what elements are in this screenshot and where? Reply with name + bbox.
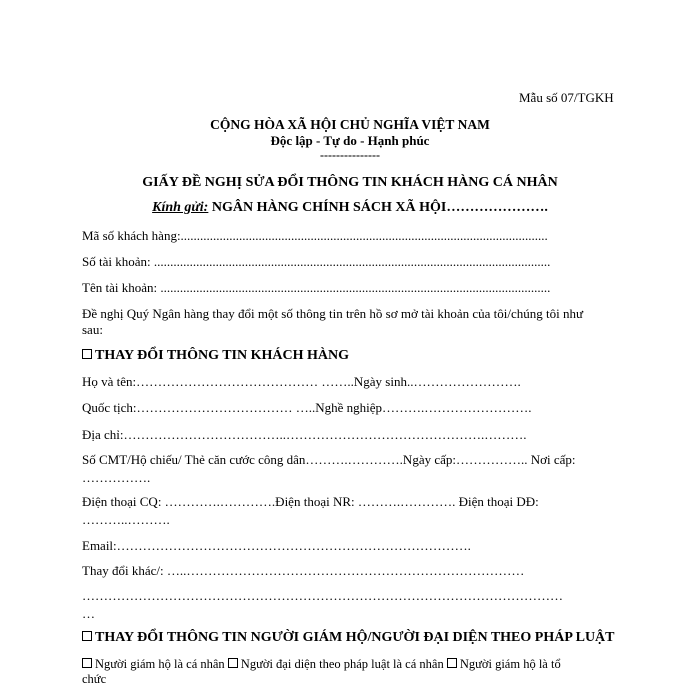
id-field-line2: …………….: [82, 470, 151, 485]
section-customer-info-title: THAY ĐỔI THÔNG TIN KHÁCH HÀNG: [95, 348, 349, 363]
option-individual-guardian: Người giám hộ là cá nhân: [95, 657, 225, 671]
request-text-line2: sau:: [82, 322, 103, 337]
id-field-line1: Số CMT/Hộ chiếu/ Thẻ căn cước công dân……….………….Ngày cấp:…………….. Nơi cấp:: [82, 452, 576, 467]
motto: Độc lập - Tự do - Hạnh phúc: [270, 133, 430, 148]
customer-code-field: Mã số khách hàng:.................................................................................................................: [82, 228, 548, 243]
account-name-field: Tên tài khoản: ........................................................................................................................: [82, 280, 551, 295]
request-text-line1: Đề nghị Quý Ngân hàng thay đổi một số thông tin trên hồ sơ mở tài khoản của tôi/chúng tôi như: [82, 306, 584, 321]
option-legal-representative: Người đại diện theo pháp luật là cá nhân: [240, 657, 444, 671]
blank-line-1: …………………………………………………………………………………………………: [82, 588, 563, 603]
section-guardian-info-title: THAY ĐỔI THÔNG TIN NGƯỜI GIÁM HỘ/NGƯỜI ĐẠI DIỆN THEO PHÁP LUẬT: [95, 630, 615, 645]
phone-field-line2: ………..……….: [82, 512, 170, 527]
email-field: Email:……………………………………………………………………….: [82, 538, 471, 553]
address-field: Địa chỉ:………………………………..……………………………………….……….: [82, 427, 527, 442]
recipient-label: Kính gửi:: [152, 200, 209, 215]
blank-line-2: …: [82, 606, 95, 621]
section-guardian-info: [82, 630, 615, 646]
other-changes-field: Thay đổi khác/: …..……………………………………………………………………: [82, 563, 525, 578]
nationality-field: Quốc tịch:……………………………… …..Nghề nghiệp……….…………………….: [82, 400, 532, 415]
separator: ---------------: [320, 148, 380, 162]
checkbox-icon: [82, 631, 92, 641]
checkbox-icon[interactable]: [228, 658, 238, 668]
recipient-value: NGÂN HÀNG CHÍNH SÁCH XÃ HỘI………………….: [208, 200, 548, 215]
phone-field-line1: Điện thoại CQ: ………….………….Điện thoại NR: ……….…………. Điện thoại DĐ:: [82, 494, 539, 509]
account-number-field: Số tài khoản: ..........................................................................................................................: [82, 254, 551, 269]
option-organization-guardian: Người giám hộ là tổ: [459, 657, 561, 671]
form-code: Mẫu số 07/TGKH: [519, 90, 614, 105]
checkbox-icon: [82, 349, 92, 359]
recipient-line: [0, 200, 700, 216]
checkbox-icon[interactable]: [82, 658, 92, 668]
full-name-field: Họ và tên:…………………………………… ……..Ngày sinh..…………………….: [82, 374, 521, 389]
guardian-options: [82, 657, 561, 672]
nation-heading: CỘNG HÒA XÃ HỘI CHỦ NGHĨA VIỆT NAM: [210, 117, 490, 132]
checkbox-icon[interactable]: [447, 658, 457, 668]
section-customer-info: [82, 348, 349, 364]
guardian-options-wrap: chức: [82, 672, 107, 686]
document-title: GIẤY ĐỀ NGHỊ SỬA ĐỔI THÔNG TIN KHÁCH HÀNG CÁ NHÂN: [142, 175, 558, 190]
